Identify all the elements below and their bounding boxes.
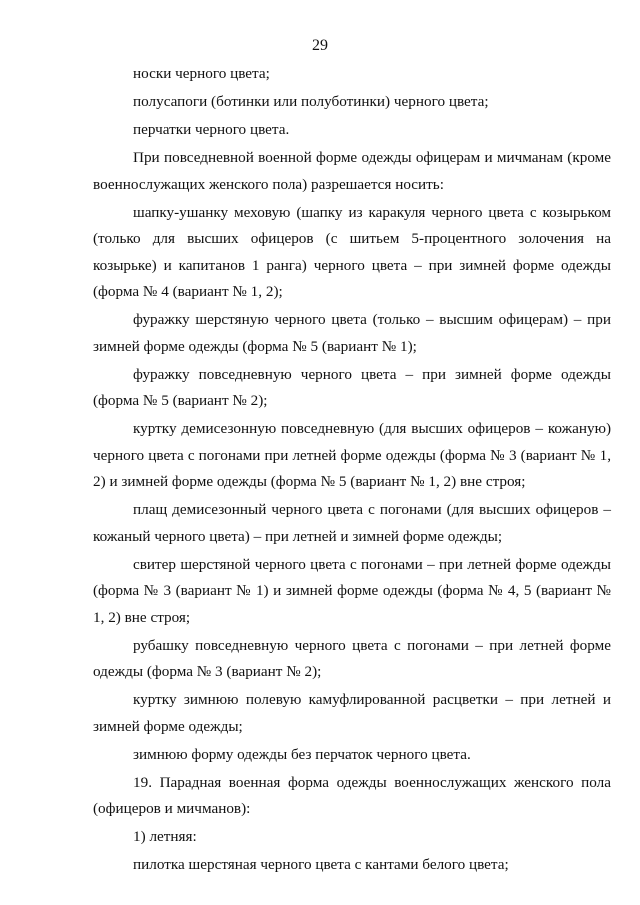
paragraph: носки черного цвета;	[133, 65, 270, 82]
paragraph: пилотка шерстяная черного цвета с кантами белого цвета;	[133, 856, 509, 873]
paragraph: фуражку шерстяную черного цвета (только – высшим офицерам) – при зимней форме одежды (форма № 5 (вариант № 1);	[93, 311, 611, 355]
paragraph: 19. Парадная военная форма одежды военнослужащих женского пола (офицеров и мичманов):	[93, 773, 611, 817]
paragraph: свитер шерстяной черного цвета с погонами – при летней форме одежды (форма № 3 (вариант № 1) и зимней форме одежды (форма № 4, 5 (вариант № 1, 2) вне строя;	[93, 555, 611, 626]
paragraph: куртку демисезонную повседневную (для высших офицеров – кожаную) черного цвета с погонами при летней форме одежды (форма № 3 (вариант № 1, 2) и зимней форме одежды (форма № 5 (вариант № 1, 2) вне строя;	[93, 420, 611, 490]
page-number: 29	[312, 37, 328, 54]
paragraph: перчатки черного цвета.	[133, 121, 290, 138]
document-body	[93, 61, 611, 879]
paragraph: шапку-ушанку меховую (шапку из каракуля черного цвета с козырьком (только для высших офицеров (с шитьем 5-процентного золочения на козырьке) и капитанов 1 ранга) черного цвета – при зимней форме одежды (форма № 4 (вариант № 1, 2);	[93, 203, 611, 300]
paragraph: зимнюю форму одежды без перчаток черного цвета.	[133, 745, 471, 763]
paragraph: При повседневной военной форме одежды офицерам и мичманам (кроме военнослужащих женского пола) разрешается носить:	[93, 149, 611, 193]
paragraph: полусапоги (ботинки или полуботинки) черного цвета;	[133, 93, 489, 110]
paragraph: рубашку повседневную черного цвета с погонами – при летней форме одежды (форма № 3 (вариант № 2);	[93, 636, 611, 680]
paragraph: куртку зимнюю полевую камуфлированной расцветки – при летней и зимней форме одежды;	[93, 691, 611, 735]
paragraph: плащ демисезонный черного цвета с погонами (для высших офицеров – кожаный черного цвета) – при летней и зимней форме одежды;	[93, 501, 611, 545]
paragraph: фуражку повседневную черного цвета – при зимней форме одежды (форма № 5 (вариант № 2);	[93, 365, 611, 409]
paragraph: 1) летняя:	[133, 828, 197, 845]
